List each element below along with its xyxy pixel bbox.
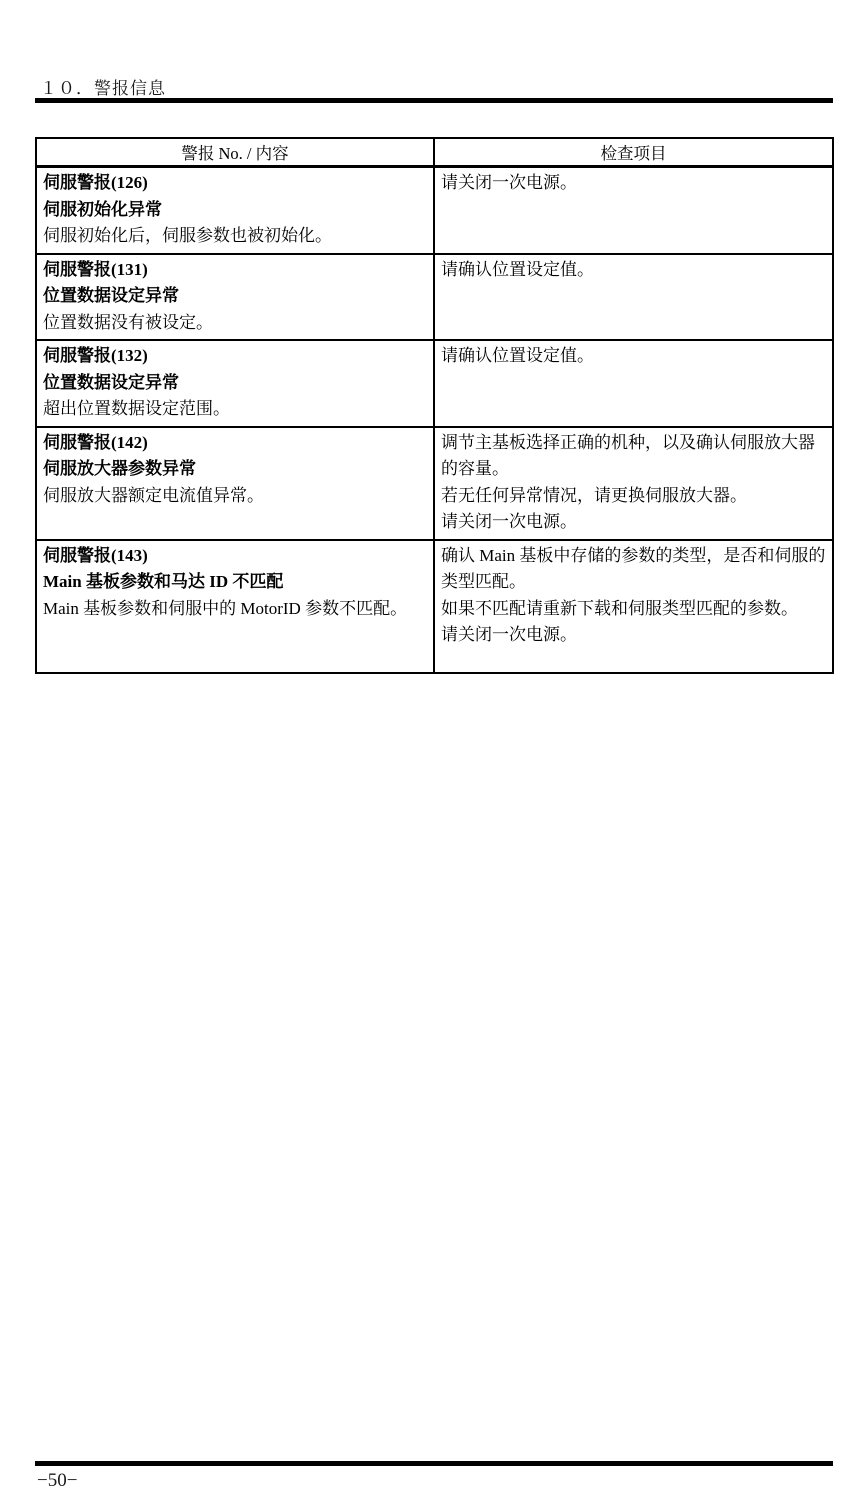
table-row bbox=[36, 427, 833, 540]
alarm-cell-131 bbox=[36, 254, 434, 341]
check-cell-131 bbox=[434, 254, 833, 341]
alarm-description: 位置数据没有被设定。 bbox=[43, 312, 213, 332]
alarm-cell-132 bbox=[36, 340, 434, 427]
check-item: 若无任何异常情况，请更换伺服放大器。 bbox=[441, 485, 747, 505]
page-header-title: １０．警报信息 bbox=[40, 79, 166, 98]
check-cell-143 bbox=[434, 540, 833, 673]
alarm-cell-126 bbox=[36, 167, 434, 254]
alarm-title: 伺服警报(132) bbox=[43, 346, 148, 365]
check-item: 如果不匹配请重新下载和伺服类型匹配的参数。 bbox=[441, 598, 798, 618]
check-item: 请确认位置设定值。 bbox=[441, 346, 594, 365]
alarm-title: 伺服警报(142) bbox=[43, 432, 148, 452]
alarm-name: 位置数据设定异常 bbox=[43, 372, 179, 392]
alarm-description: 超出位置数据设定范围。 bbox=[43, 399, 230, 418]
alarm-title: 伺服警报(131) bbox=[43, 259, 148, 279]
column-header-alarm-no-content: 警报 No. / 内容 bbox=[36, 138, 434, 167]
check-item: 确认 Main 基板中存储的参数的类型，是否和伺服的类型匹配。 bbox=[441, 545, 826, 591]
column-header-check-items: 检查项目 bbox=[434, 138, 833, 167]
alarm-name: 位置数据设定异常 bbox=[43, 286, 179, 305]
check-cell-142 bbox=[434, 427, 833, 540]
table-row bbox=[36, 254, 833, 341]
alarm-title: 伺服警报(143) bbox=[43, 545, 148, 565]
header-divider-rule bbox=[35, 98, 833, 103]
check-item: 请关闭一次电源。 bbox=[441, 173, 577, 192]
alarm-cell-142 bbox=[36, 427, 434, 540]
footer-divider-rule bbox=[35, 1461, 833, 1466]
alarm-description: Main 基板参数和伺服中的 MotorID 参数不匹配。 bbox=[43, 598, 408, 618]
check-item: 请关闭一次电源。 bbox=[441, 512, 577, 531]
check-cell-126 bbox=[434, 167, 833, 254]
table-header-row bbox=[36, 138, 833, 167]
alarm-name: 伺服放大器参数异常 bbox=[43, 459, 196, 478]
check-item: 请关闭一次电源。 bbox=[441, 625, 577, 644]
check-cell-132 bbox=[434, 340, 833, 427]
alarm-cell-143 bbox=[36, 540, 434, 673]
table-row bbox=[36, 540, 833, 673]
page-number: −50− bbox=[37, 1470, 78, 1491]
alarm-table bbox=[35, 137, 834, 674]
table-row bbox=[36, 167, 833, 254]
alarm-title: 伺服警报(126) bbox=[43, 173, 148, 192]
check-item: 请确认位置设定值。 bbox=[441, 259, 594, 279]
check-item: 调节主基板选择正确的机种，以及确认伺服放大器的容量。 bbox=[441, 432, 815, 478]
alarm-name: 伺服初始化异常 bbox=[43, 199, 162, 219]
alarm-description: 伺服初始化后，伺服参数也被初始化。 bbox=[43, 226, 332, 245]
alarm-name: Main 基板参数和马达 ID 不匹配 bbox=[43, 572, 284, 591]
alarm-description: 伺服放大器额定电流值异常。 bbox=[43, 485, 264, 505]
table-row bbox=[36, 340, 833, 427]
